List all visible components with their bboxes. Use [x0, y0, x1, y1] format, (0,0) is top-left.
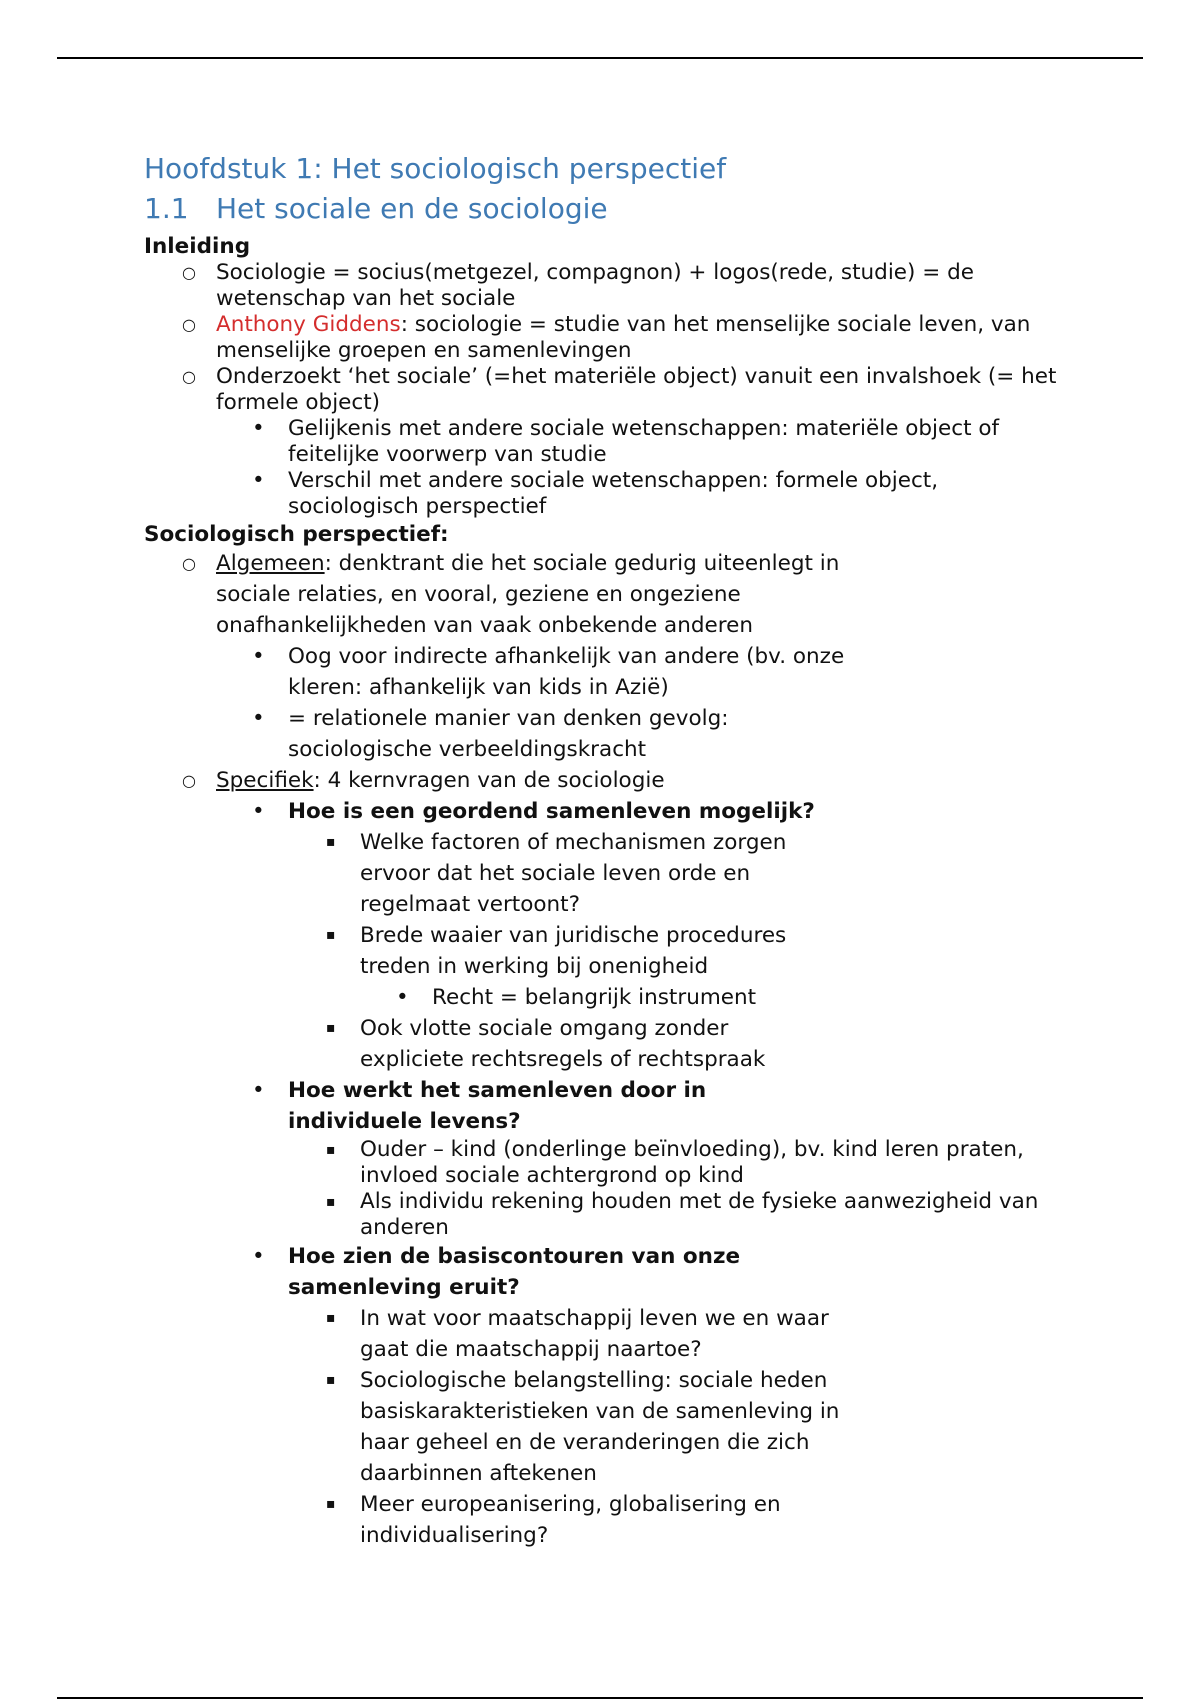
circle-bullet-icon: ○ — [182, 263, 196, 282]
list-item: • Oog voor indirecte afhankelijk van andere (bv. onze kleren: afhankelijk van kids in Azië) — [216, 641, 856, 703]
inleiding-heading: Inleiding — [144, 234, 251, 259]
square-bullet-icon: ▪ — [326, 1372, 336, 1388]
header-rule — [57, 57, 1143, 59]
section-heading — [144, 190, 1064, 228]
list-item: ○ Onderzoekt ‘het sociale’ (=het materiële object) vanuit een invalshoek (= het formele object) • Gelijkenis met andere sociale wetenschappen: materiële object of feitelijke voorwerp van studie • Verschil met andere sociale wetenschappen: formele object, sociologisch perspectief — [144, 364, 1064, 520]
list-item: ▪ Brede waaier van juridische procedures treden in werking bij onenigheid • Recht = belangrijk instrument — [288, 920, 828, 1013]
square-bullet-icon: ▪ — [326, 1142, 336, 1158]
perspectief-heading: Sociologisch perspectief: — [144, 522, 449, 547]
list-item: • Gelijkenis met andere sociale wetenschappen: materiële object of feitelijke voorwerp van studie — [252, 416, 1000, 467]
dot-bullet-icon: • — [396, 985, 409, 1010]
kernvraag-item — [216, 1241, 848, 1551]
section-title: Het sociale en de sociologie — [216, 192, 608, 225]
kernvraag-item — [216, 1075, 1039, 1241]
square-bullet-icon: ▪ — [326, 1496, 336, 1512]
dot-bullet-icon: • — [252, 1078, 265, 1103]
kernvraag-item — [216, 796, 1064, 1075]
list-item: ○ Sociologie = socius(metgezel, compagnon) + logos(rede, studie) = de wetenschap van het sociale — [182, 260, 974, 311]
list-item: ▪ Ook vlotte sociale omgang zonder expliciete rechtsregels of rechtspraak — [288, 1013, 828, 1075]
algemeen-label: Algemeen — [216, 551, 325, 576]
dot-bullet-icon: • — [252, 416, 265, 441]
list-item: ○ Anthony Giddens: sociologie = studie van het menselijke sociale leven, van menselijke groepen en samenlevingen — [182, 312, 1031, 363]
dot-bullet-icon: • — [252, 468, 265, 493]
kernvragen-list — [216, 796, 1064, 1551]
dot-bullet-icon: • — [252, 644, 265, 669]
kernvraag-sublist — [288, 1303, 848, 1551]
highlighted-author-name: Anthony Giddens — [216, 312, 401, 337]
list-item: ▪ Meer europeanisering, globalisering en individualisering? — [288, 1489, 848, 1551]
square-bullet-icon: ▪ — [326, 1310, 336, 1326]
footer-rule — [57, 1697, 1143, 1699]
list-item: ▪ In wat voor maatschappij leven we en waar gaat die maatschappij naartoe? — [288, 1303, 848, 1365]
dot-bullet-icon: • — [252, 706, 265, 731]
list-item: ○ Specifiek: 4 kernvragen van de sociologie • Hoe is een geordend samenleven mogelijk? ▪ Welke factoren of mechanismen zorgen ervoor dat het sociale leven orde en regelmaat vertoont? ▪ Brede waaier van juridische procedures treden in werking bij onenigheid • Recht = belangrijk instrument ▪ Ook vlotte sociale omgang zonder expliciete rechtsregels of rechtspraak • Hoe werkt het samenleven door in individuele levens? ▪ Ouder – kind (onderlinge beïnvloeding), bv. kind leren praten, invloed sociale achtergrond op kind ▪ Als individu rekening houden met de fysieke aanwezigheid van anderen • Hoe zien de basiscontouren van onze samenleving eruit? ▪ In wat voor maatschappij leven we en waar gaat die maatschappij naartoe? ▪ Sociologische belangstelling: sociale heden basiskarakteristieken van de samenleving in haar geheel en de veranderingen die zich daarbinnen aftekenen ▪ Meer europeanisering, globalisering en individualisering? — [144, 765, 1064, 1551]
nested-sublist — [360, 982, 828, 1013]
list-item: • Recht = belangrijk instrument — [360, 982, 828, 1013]
kernvraag-title: Hoe zien de basiscontouren van onze samenleving eruit? — [288, 1244, 741, 1300]
square-bullet-icon: ▪ — [326, 834, 336, 850]
section-number: 1.1 — [144, 192, 189, 225]
square-bullet-icon: ▪ — [326, 1020, 336, 1036]
kernvraag-sublist — [288, 827, 828, 1075]
specifiek-label: Specifiek — [216, 768, 314, 793]
circle-bullet-icon: ○ — [182, 367, 196, 386]
kernvraag-title: Hoe is een geordend samenleven mogelijk? — [288, 799, 815, 824]
dot-bullet-icon: • — [252, 799, 265, 824]
list-item: ▪ Welke factoren of mechanismen zorgen ervoor dat het sociale leven orde en regelmaat vertoont? — [288, 827, 828, 920]
perspectief-list — [144, 548, 1064, 1551]
square-bullet-icon: ▪ — [326, 927, 336, 943]
chapter-title: Hoofdstuk 1: Het sociologisch perspectief — [144, 152, 727, 185]
inleiding-list — [144, 260, 1064, 520]
square-bullet-icon: ▪ — [326, 1194, 336, 1210]
dot-bullet-icon: • — [252, 1244, 265, 1269]
circle-bullet-icon: ○ — [182, 315, 196, 334]
kernvraag-sublist — [288, 1137, 1068, 1241]
document-body — [144, 150, 1064, 1551]
list-item: ▪ Als individu rekening houden met de fysieke aanwezigheid van anderen — [326, 1189, 1039, 1240]
list-item: ▪ Ouder – kind (onderlinge beïnvloeding), bv. kind leren praten, invloed sociale achtergrond op kind — [326, 1137, 1024, 1188]
algemeen-sublist — [216, 641, 856, 765]
kernvraag-title: Hoe werkt het samenleven door in individuele levens? — [288, 1078, 707, 1134]
object-sublist — [216, 416, 1064, 520]
list-item: • = relationele manier van denken gevolg: sociologische verbeeldingskracht — [216, 703, 856, 765]
list-item: ○ Algemeen: denktrant die het sociale gedurig uiteenlegt in sociale relaties, en vooral, geziene en ongeziene onafhankelijkheden van vaak onbekende anderen • Oog voor indirecte afhankelijk van andere (bv. onze kleren: afhankelijk van kids in Azië) • = relationele manier van denken gevolg: sociologische verbeeldingskracht — [144, 548, 856, 765]
list-item: ▪ Sociologische belangstelling: sociale heden basiskarakteristieken van de samenleving in haar geheel en de veranderingen die zich daarbinnen aftekenen — [288, 1365, 848, 1489]
circle-bullet-icon: ○ — [182, 554, 196, 573]
circle-bullet-icon: ○ — [182, 771, 196, 790]
list-item: • Verschil met andere sociale wetenschappen: formele object, sociologisch perspectief — [252, 468, 939, 519]
